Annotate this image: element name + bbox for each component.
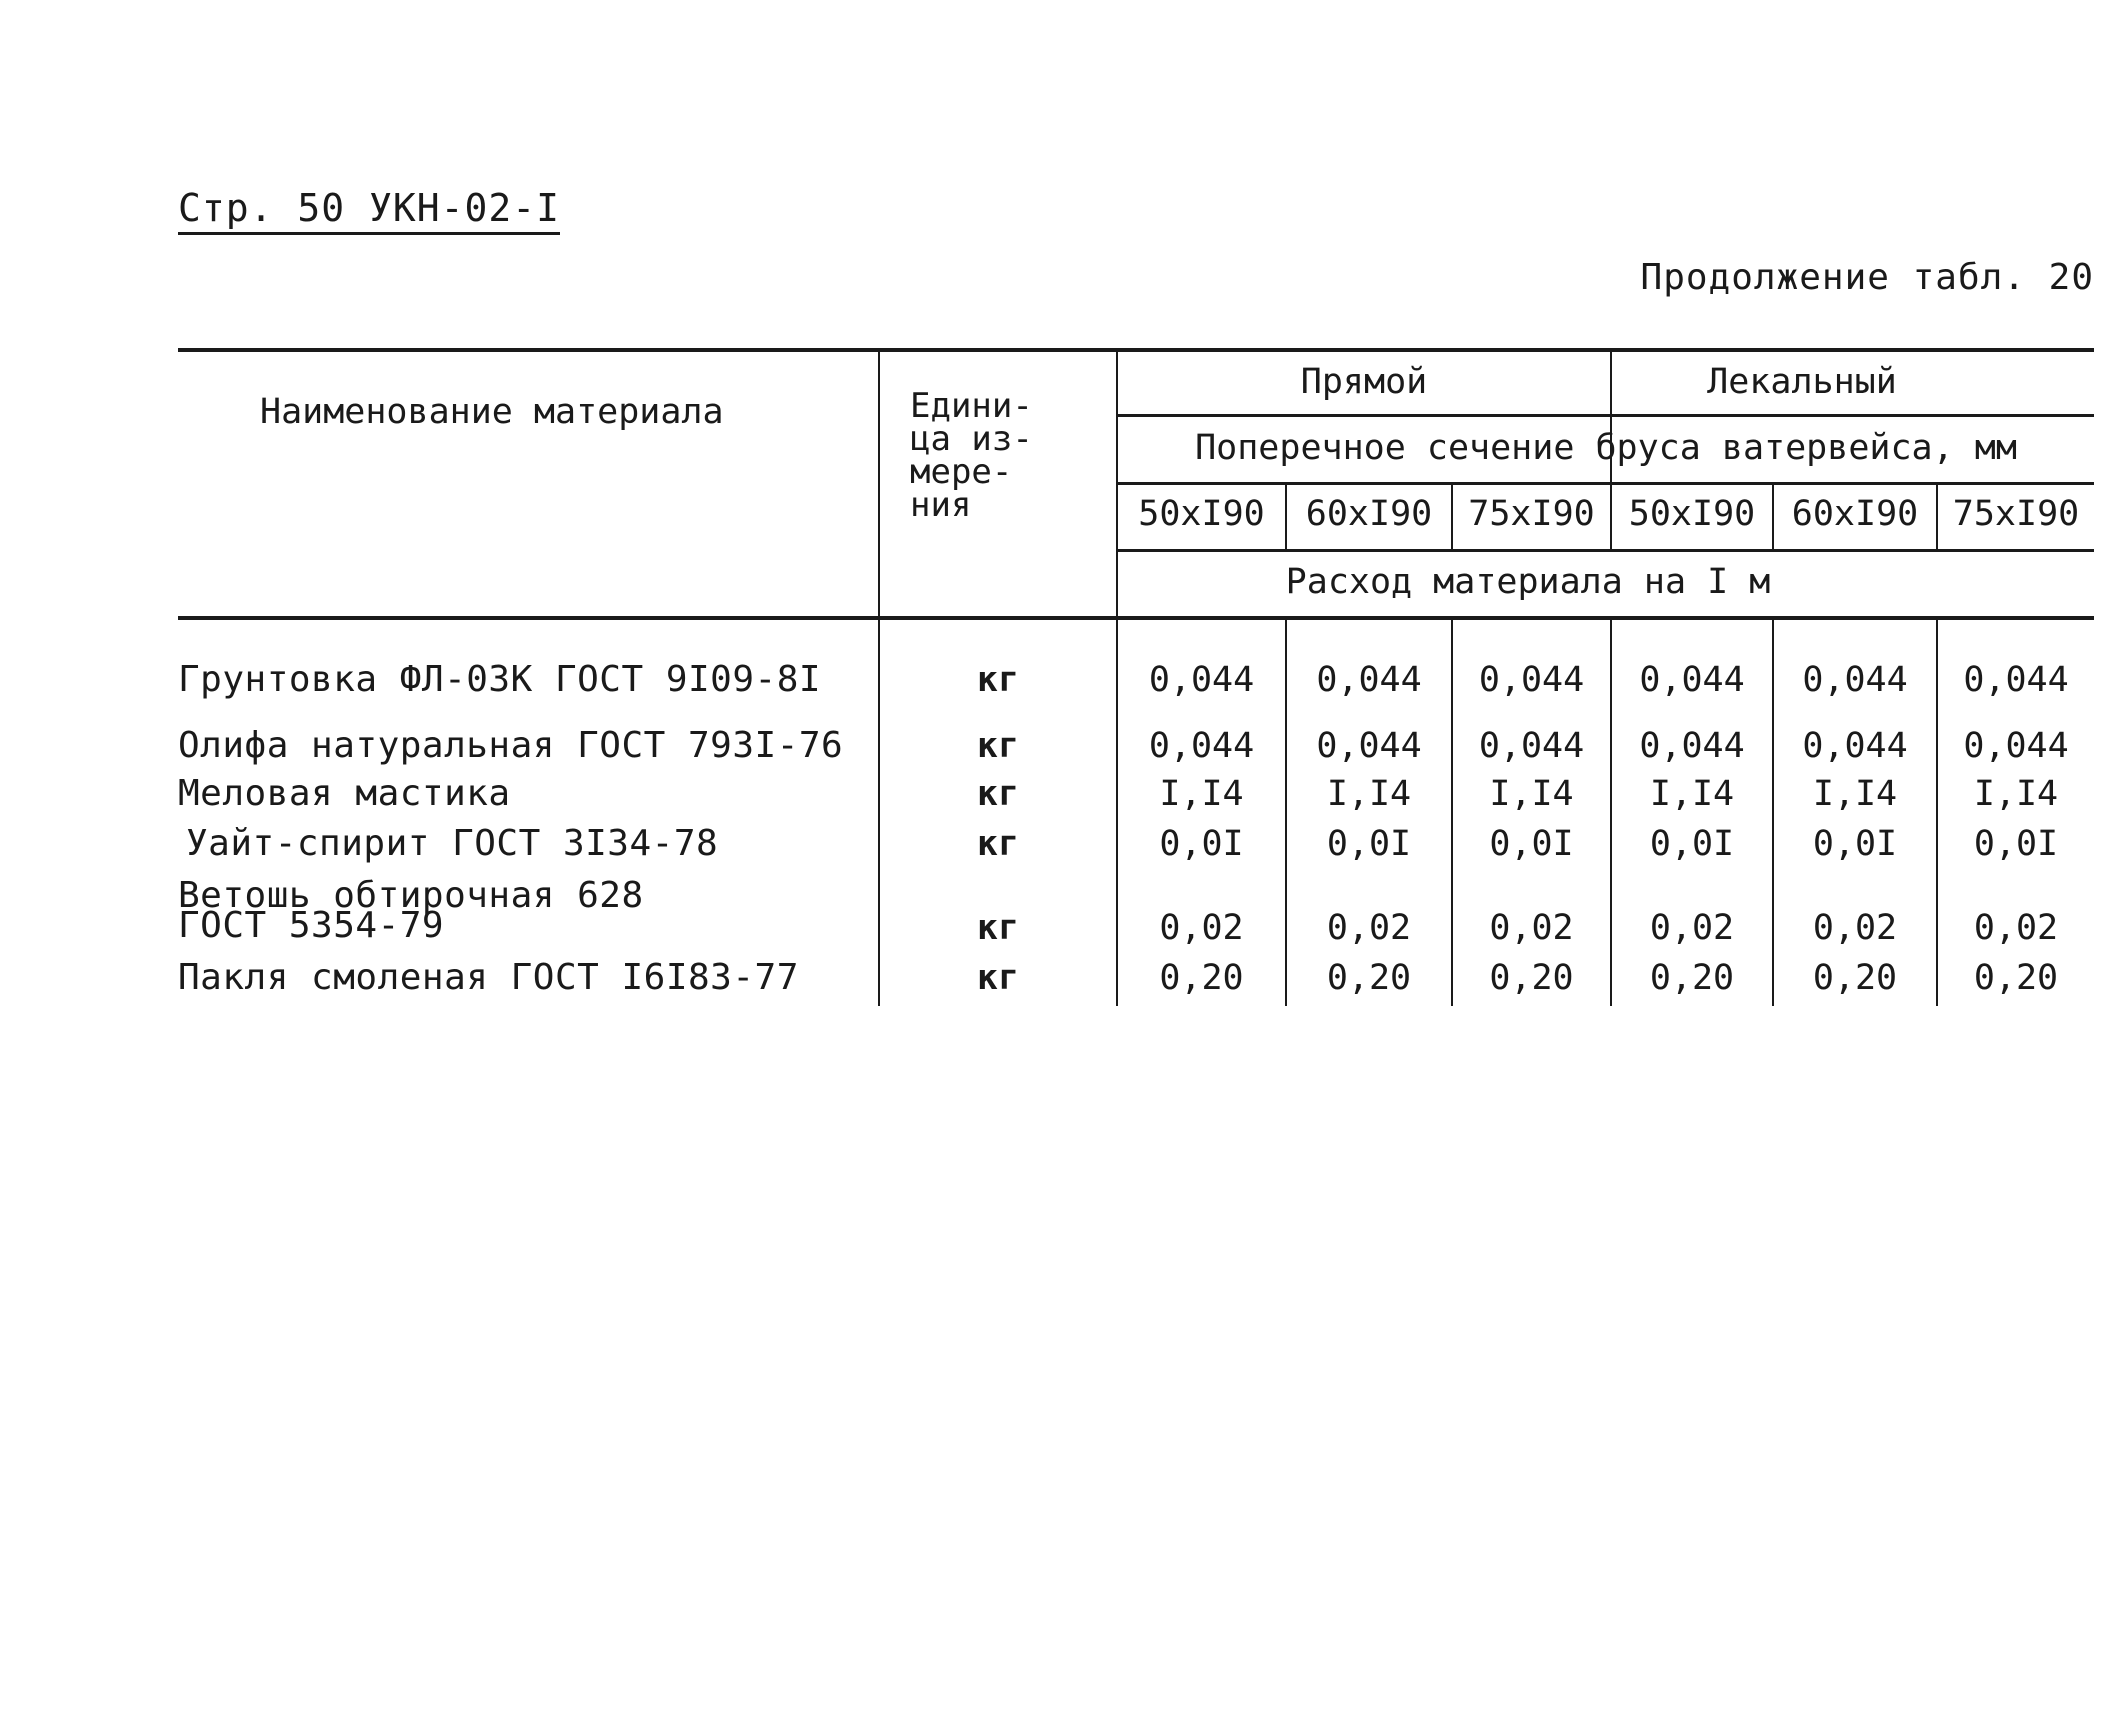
- row-unit: кг: [976, 824, 1020, 864]
- header-size: 75хI90: [1952, 494, 2080, 534]
- row-value: I,I4: [1649, 774, 1735, 814]
- header-group-curved: Лекальный: [1707, 362, 1897, 402]
- row-value: I,I4: [1812, 774, 1898, 814]
- row-value: 0,20: [1159, 958, 1244, 998]
- header-bottom-rule: [178, 616, 2094, 620]
- row-material-name-continued: ГОСТ 5354-79: [178, 905, 445, 946]
- row-value: 0,0I: [1812, 824, 1898, 864]
- row-value: I,I4: [1489, 774, 1574, 814]
- header-size: 50хI90: [1628, 494, 1756, 534]
- row-value: 0,02: [1326, 908, 1412, 948]
- row-value: 0,044: [1802, 726, 1908, 766]
- row-value: 0,044: [1148, 660, 1255, 700]
- row-value: I,I4: [1159, 774, 1244, 814]
- row-value: I,I4: [1326, 774, 1412, 814]
- row-value: 0,0I: [1649, 824, 1735, 864]
- row-value: 0,0I: [1326, 824, 1412, 864]
- cross-section-rule: [1118, 482, 2094, 485]
- row-value: 0,044: [1963, 660, 2069, 700]
- header-consumption: Расход материала на I м: [1285, 562, 1771, 602]
- header-unit: Едини- ца из- мере- ния: [910, 386, 1033, 525]
- row-material-name: Ветошь обтирочная 628: [178, 875, 644, 916]
- header-size: 75хI90: [1468, 494, 1595, 534]
- row-material-name: Олифа натуральная ГОСТ 793I-76: [178, 725, 844, 766]
- header-group-straight: Прямой: [1300, 362, 1428, 402]
- row-value: 0,02: [1159, 908, 1244, 948]
- row-unit: кг: [976, 660, 1020, 700]
- row-value: 0,044: [1316, 726, 1422, 766]
- row-material-name: Пакля смоленая ГОСТ I6I83-77: [178, 957, 799, 998]
- header-size: 60хI90: [1305, 494, 1433, 534]
- row-material-name: Уайт-спирит ГОСТ 3I34-78: [186, 823, 719, 864]
- row-value: 0,0I: [1489, 824, 1574, 864]
- row-value: 0,044: [1639, 726, 1745, 766]
- header-material-name: Наименование материала: [260, 392, 724, 432]
- row-value: 0,044: [1478, 660, 1585, 700]
- row-value: 0,20: [1649, 958, 1735, 998]
- header-cross-section: Поперечное сечение бруса ватервейса, мм: [1195, 428, 2017, 468]
- row-value: 0,044: [1316, 660, 1422, 700]
- header-size: 50хI90: [1138, 494, 1265, 534]
- page-reference: Стр. 50 УКН-02-I: [178, 186, 560, 235]
- row-value: 0,20: [1326, 958, 1412, 998]
- row-value: 0,02: [1973, 908, 2059, 948]
- row-material-name: Меловая мастика: [178, 773, 511, 814]
- row-value: I,I4: [1973, 774, 2059, 814]
- row-value: 0,20: [1973, 958, 2059, 998]
- group-header-rule: [1118, 414, 2094, 417]
- row-value: 0,20: [1489, 958, 1574, 998]
- row-value: 0,044: [1639, 660, 1745, 700]
- row-unit: кг: [976, 958, 1020, 998]
- header-size: 60хI90: [1791, 494, 1919, 534]
- row-unit: кг: [976, 774, 1020, 814]
- row-unit: кг: [976, 726, 1020, 766]
- row-value: 0,044: [1802, 660, 1908, 700]
- row-value: 0,044: [1478, 726, 1585, 766]
- row-value: 0,02: [1649, 908, 1735, 948]
- table-continuation-label: Продолжение табл. 20: [1640, 257, 2094, 298]
- sizes-rule: [1118, 549, 2094, 552]
- row-value: 0,044: [1148, 726, 1255, 766]
- row-unit: кг: [976, 908, 1020, 948]
- row-material-name: Грунтовка ФЛ-03К ГОСТ 9I09-8I: [178, 659, 822, 700]
- row-value: 0,0I: [1159, 824, 1244, 864]
- row-value: 0,0I: [1973, 824, 2059, 864]
- table-top-rule: [178, 348, 2094, 352]
- row-value: 0,20: [1812, 958, 1898, 998]
- row-value: 0,02: [1812, 908, 1898, 948]
- row-value: 0,044: [1963, 726, 2069, 766]
- row-value: 0,02: [1489, 908, 1574, 948]
